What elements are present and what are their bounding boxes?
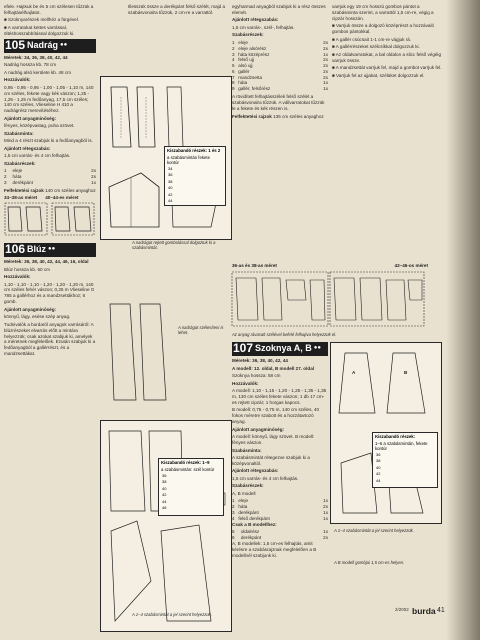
nadrag-size-key [164, 146, 226, 206]
nadrag-felfekteto-text: 140 cm széles anyaghoz [45, 187, 96, 193]
szoknya-hozzavalok-label: Hozzávalók: [232, 380, 259, 386]
szoknya-meretek: Méretek: 36, 38, 40, 42, 44 [232, 358, 288, 363]
nadrag-title: Nadrág [27, 39, 59, 50]
size-label-a: 34–38-as méret [4, 195, 38, 201]
col4-line-5: ■ A mandzsettát varrjuk fel, majd a gombot varrjuk fel. [332, 65, 442, 71]
nadrag-felfekteto [4, 188, 96, 194]
col4-line-4: ■ Az oldalvarratokat, a bal oldalon a slicc felső végéig varrjuk össze. [332, 51, 442, 63]
part-name: eleje [12, 168, 23, 174]
part-name: alsó ujj [238, 63, 253, 69]
col3-intro-3: 1,5 cm varrás-, szél-, felhajtás. [232, 24, 295, 30]
bluz-pattern-sheet [100, 420, 232, 632]
col3-intro-2: Ajánlott rétegszabás: [232, 17, 279, 23]
part-number: 7 [232, 74, 235, 80]
part-name: eleje [238, 39, 248, 45]
size-item: 44 [376, 477, 381, 483]
part-qty: 1x [323, 86, 328, 92]
bluz-dots: ●● [48, 246, 56, 253]
nadrag-dots: ●● [60, 41, 68, 48]
size-label-b: 42–46-os méret [394, 263, 428, 268]
part-name: eleje [238, 498, 249, 504]
nadrag-key-sub: a szabásmintán fekete kontúr [167, 155, 210, 165]
column-3 [232, 4, 328, 276]
szoknya-models: A modell: 12. oldal, B modell 27. oldal [232, 365, 315, 371]
part-number: 6 [232, 68, 235, 74]
part-qty: 2x [323, 74, 328, 80]
col4-line-2: ■ A gallér csúcsait 1-1 cm-re vágjuk rá. [332, 36, 412, 42]
nadrag-body-2: A nadrág alsó kerülete kb. 48 cm [4, 69, 71, 75]
szoknya-number: 107 [233, 341, 254, 356]
nadrag-key-title: Kiszabandó részek: 1 és 2 [167, 148, 221, 153]
szoknya-parts-label: Szabásrészek: [232, 483, 264, 489]
size-item: 36 [162, 473, 167, 478]
col3-szabas-label: Szabásrészek: [232, 32, 264, 38]
table-row [232, 86, 328, 92]
size-item: 34 [168, 166, 173, 171]
szoknya-dots: ●● [313, 345, 321, 352]
szoknya-hozzavalok-text: A modell: 1,10 - 1,15 - 1,20 - 1,25 - 1,35 - 1,35 m, 130 cm széles fekete vászon; 1 db 17 cm-es rejtett cipzár; 1 horgas kapocs. [232, 388, 327, 405]
part-qty: 2x [323, 534, 328, 540]
szoknya-hossz: Szoknya hossza: 58 cm [232, 373, 281, 378]
nadrag-number: 105 [5, 37, 26, 52]
back-caption: A B modell gombjai 1,5 cm-es helyen. [334, 560, 405, 565]
part-number: 3 [232, 51, 235, 57]
col4-line-1: ■ Varrjuk össze a dolgozó középrészt a hozzávaló gombos pántokkal. [332, 23, 435, 35]
szoknya-b-text: B modell: 0,75 - 0,75 m, 140 cm széles, 40 fokos méretre szabott és a hozzátartozó anyag. [232, 407, 320, 425]
part-qty: 2x [323, 57, 328, 63]
col2-intro: Illesszük össze a derékpánt felső szélét, majd a szabásvonalra tűzzük, 2 cm-re a varrattól. [128, 4, 226, 15]
col4-intro: varrjuk egy 19 cm hosszú gombos pántot a szabásminta szerint, a varrattól 1,5 cm-re, végig a cipzár hosszán. [332, 4, 434, 21]
size-item: 44 [162, 498, 167, 504]
column-1 [4, 4, 96, 624]
part-qty: 1x [323, 80, 328, 86]
nadrag-body-1: Nadrág hossza kb. 78 cm [4, 62, 57, 68]
szoknya-csak-b: Csak a B modellhez: [232, 521, 277, 527]
part-qty: 1x [91, 179, 96, 185]
part-qty: 2x [323, 504, 328, 510]
part-number: 3 [232, 510, 235, 516]
bluz-ajanlott-label: Ajánlott anyagminőség: [4, 306, 57, 312]
size-item: 38 [168, 178, 173, 184]
nadrag-ajanlott2-text: 1,5 cm varrás- és 4 cm felhajtás. [4, 153, 71, 159]
bluz-caption: A 1–4 szabásmintát a jel szerint helyezzük. [132, 612, 212, 617]
part-qty: 2x [323, 39, 328, 45]
bluz-title: Blúz [27, 244, 47, 255]
szoknya-size-key [372, 432, 438, 488]
nadrag-hozzavalok-label: Hozzávalók: [4, 77, 31, 83]
nadrag-caption: A nadrágot rejtett gombolással dolgoztuk ki a szabásmintát. [132, 240, 216, 251]
nadrag-layout-diagram [4, 201, 96, 239]
col3-body: A rövidített felhajtásszélek felső szélét a szabásvonalra tűzzük. A vállvarratokat tűzzük le a fekete és kék részen is. [232, 94, 325, 111]
intro-line-2: ■ Szoknyarészek mellhéz a fürgével. [4, 17, 80, 23]
bluz-key-title: Kiszabandó részek: 1–9 [161, 460, 210, 465]
modell-a-label: A [352, 370, 356, 375]
nadrag-side-drawing [100, 300, 180, 410]
size-item: 40 [162, 485, 167, 491]
szoknya-szabas-label: Szabásminta: [232, 447, 262, 453]
nadrag-header [4, 39, 96, 53]
size-item: 36 [376, 452, 381, 457]
bluz-number: 106 [5, 242, 26, 257]
part-qty: 2x [323, 45, 328, 51]
intro-line-3: ■ A varratokat kettes varrással, öltéshosszabbítással dolgozzuk ki. [4, 24, 75, 36]
nadrag-ajanlott2-label: Ajánlott rétegszabás: [4, 145, 51, 151]
binding-shadow [446, 0, 480, 640]
column-2 [128, 4, 228, 74]
part-number: 6 [232, 534, 235, 540]
nadrag-szabas-label: Szabásminta: [4, 130, 34, 136]
bluz-header [4, 243, 96, 257]
size-item: 38 [162, 479, 167, 485]
szoknya-size-list [373, 452, 437, 484]
szoknya-parts-b-table [232, 529, 328, 541]
modell-b-label: B [404, 370, 408, 375]
part-number: 2 [232, 504, 235, 510]
szoknya-column [232, 340, 328, 630]
szoknya-ajanlott2-label: Ajánlott rétegszabás: [232, 468, 279, 474]
part-name: gallér [238, 68, 250, 74]
part-number: 9 [232, 86, 235, 92]
part-name: eleje alsórész [238, 45, 267, 51]
size-item: 44 [168, 198, 173, 204]
brand-logo: burda [412, 606, 436, 616]
col3-parts-table [232, 40, 328, 92]
nadrag-parts-table [4, 168, 96, 185]
bluz-key-sub: a szabásmintán: szél kontúr [161, 467, 215, 472]
nadrag-size-list [165, 166, 225, 204]
szoknya-ajanlott-text: A modell: könnyű, lágy szövet. B modell: fényes vászon. [232, 434, 315, 446]
part-number: 1 [232, 39, 235, 45]
szoknya-final: A, B modellek: 1,5 cm-es felhajtás, amit kérésre a szabásrajznak megfelelően a B modellnél szabjunk ki. [232, 540, 317, 558]
part-qty: 1x [323, 510, 328, 516]
bluz-size-key [158, 458, 224, 516]
part-qty: 2x [91, 168, 96, 174]
part-name: derékpánt [12, 179, 33, 185]
part-name: háta [238, 80, 248, 86]
page-number: 41 [437, 607, 445, 614]
szoknya-key-sub: 1–6 a szabásmintán, fekete kontúr [375, 441, 428, 451]
part-number: 5 [232, 529, 235, 535]
part-qty: 2x [323, 63, 328, 69]
part-name: felső derékpánt [238, 515, 270, 521]
nadrag-szabas2-label: Szabásrészek: [4, 160, 36, 166]
part-name: oldalrész [240, 529, 260, 535]
bluz-hozzavalok-text: 1,10 - 1,10 - 1,10 - 1,20 - 1,20 - 1,20 m, 140 cm széles fehér vászon; 0,25 m Vlieseline G 785 a gallérhoz és a mandzsettákhoz; 6 gomb. [4, 281, 95, 305]
col3-intro-1: egyharmad anyagból szabjuk ki a rész összes elemét. [232, 4, 326, 15]
szoknya-title: Szoknya A, B [255, 343, 312, 354]
size-item: 42 [162, 492, 167, 498]
nadrag-caption-2: A nadrágot szélesíteni is lehet. [178, 325, 224, 336]
issue-number: 2/2002 [395, 607, 409, 612]
part-number: 3 [4, 179, 7, 185]
part-number: 1 [4, 168, 7, 174]
szoknya-parts-table [232, 498, 328, 521]
column-4 [332, 4, 442, 334]
part-name: háta [12, 174, 22, 180]
intro-line-1: efele. Hajtsuk be és 5 cm szélesen tűzzük a felhajtásélhajlatot. [4, 4, 94, 15]
part-qty: 1x [323, 515, 328, 521]
szoknya-ajanlott2-text: 1,5 cm varrás- és 4 cm felhajtás. [232, 475, 299, 481]
szoknya-parts-a: A, B modell [232, 490, 256, 496]
bluz-hossz: Blúz hossza kb. 60 cm [4, 266, 50, 272]
col4-line-3: ■ A gallérrészeket szélcsíkkal dolgozzuk ki. [332, 44, 420, 50]
bluz-hozzavalok-label: Hozzávalók: [4, 274, 31, 280]
size-item: 36 [168, 172, 173, 178]
bluz-size-list [159, 473, 223, 511]
bluz-varras-text: Tudnivalók a burdaról anyagok varrásáról: A blúzrészeket elvarrás előtt a mintára helyezzük; csak azokat szabjuk ki, amelyek a méretnek megfelelőek. Ezután szabjuk ki a fedőanyagból a gallérrészt, és a mandzsettákat. [4, 321, 96, 357]
size-item: 42 [376, 471, 381, 477]
nadrag-hozzavalok-text: 0,95 - 0,95 - 0,95 - 1,00 - 1,05 - 1,10 m, 140 cm széles, fekete vagy kék vászon; 1,25 - 1,25 - 1,25 m fedőanyag, 17,5 cm széles; 140 cm széles, Vlieseline H 410 a nadrágrész merevítéséhez. [4, 84, 94, 114]
nadrag-ajanlott-label: Ajánlott anyagminőség: [4, 115, 57, 121]
nadrag-felfekteto-label: Felfektetési rajzok [4, 187, 44, 193]
part-qty: 1x [323, 51, 328, 57]
szoknya-szabas-text: A szabásmintát rétegezve szabjuk ki a középvonaltól. [232, 455, 310, 466]
szoknya-ajanlott-label: Ajánlott anyagminőség: [232, 426, 285, 432]
bluz-meretek: Méretek: 36, 38, 40, 42, 44, 46, 16, oldal [4, 259, 89, 265]
nadrag-meretek: Méretek: 34, 36, 38, 40, 42, 44 [4, 54, 68, 60]
part-qty: 2x [323, 68, 328, 74]
kiszab-caption: Az anyag rávasalt szélével befelé felhajtva helyezzük el. [232, 332, 337, 337]
part-qty: 2x [91, 174, 96, 180]
part-name: derékpánt [238, 510, 259, 516]
size-item: 46 [162, 505, 167, 511]
part-qty: 1x [323, 498, 328, 504]
part-name: háta [238, 504, 248, 510]
part-number: 5 [232, 63, 235, 69]
size-item: 40 [168, 185, 173, 191]
part-number: 1 [232, 498, 235, 504]
szoknya-header [232, 342, 328, 356]
part-number: 4 [232, 57, 235, 63]
szoknya-key-title: Kiszabandó részek: [375, 434, 416, 439]
part-number: 2 [232, 45, 235, 51]
table-row [4, 180, 96, 186]
part-qty: 1x [323, 529, 328, 535]
part-name: felső ujj [238, 57, 254, 63]
part-name: gallér, felsőrész [238, 86, 271, 92]
col3-felfekteto-label: Felfektetési rajzok [232, 113, 272, 119]
col3-felfekteto-text: 135 cm széles anyaghoz [273, 113, 324, 119]
size-label-b: 40–44-es méret [45, 195, 79, 201]
part-number: 4 [232, 515, 235, 521]
col3-felfekteto [232, 114, 328, 120]
szoknya-caption: A 1–4 szabásmintát a jel szerint helyezzük. [334, 528, 414, 533]
nadrag-ajanlott-text: fényes, középvastag, puha szövet. [4, 123, 75, 129]
part-name: háta középrész [238, 51, 270, 57]
size-item: 38 [376, 458, 381, 464]
part-number: 8 [232, 80, 235, 86]
part-name: derékpánt [240, 534, 262, 540]
col4-line-6: ■ Varrjuk fel az ujjakat, szélüket dolgozzuk el. [332, 72, 425, 78]
size-item: 42 [168, 191, 173, 197]
part-name: mandzsetta [238, 74, 262, 80]
nadrag-szabas-text: Mind a 4 részt szabjuk ki a fedőanyagból is. [4, 138, 93, 144]
size-label-a: 36-as és 38-as méret [232, 263, 277, 268]
part-number: 2 [4, 174, 7, 180]
bluz-pattern-drawing [101, 421, 231, 631]
bluz-ajanlott-text: könnyű, lágy, esése szép anyag. [4, 314, 71, 320]
size-item: 40 [376, 464, 381, 470]
